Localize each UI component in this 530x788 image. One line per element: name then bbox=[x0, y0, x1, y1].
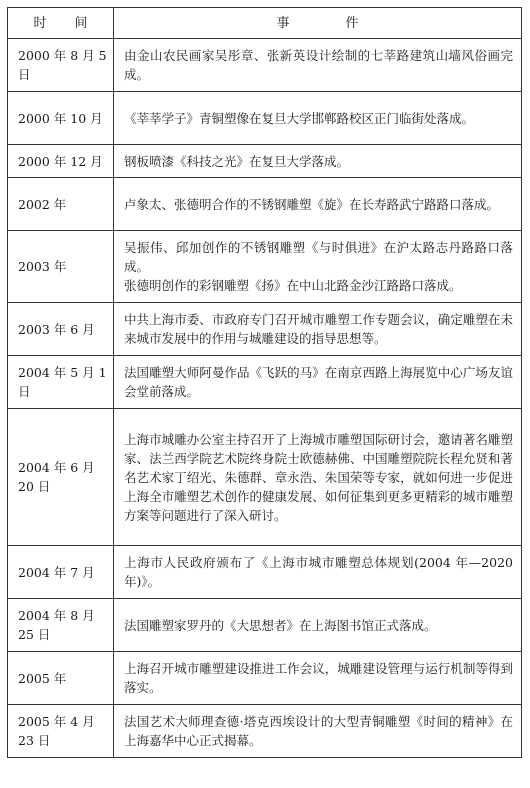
event-cell bbox=[114, 705, 522, 758]
event-text: 上海市城雕办公室主持召开了上海城市雕塑国际研讨会，邀请著名雕塑家、法兰西学院艺术院终身院士欧德赫佛、中国雕塑院院长程允贤和著名艺术家丁绍光、朱德群、章永浩、朱国荣等专家，就如何进一步促进上海全市雕塑艺术创作的健康发展、如何征集到更多更精彩的城市雕塑方案等问题进行了深入研讨。 bbox=[124, 431, 513, 523]
table-row bbox=[8, 231, 522, 303]
header-time-char-1: 时 bbox=[33, 15, 47, 31]
event-cell bbox=[114, 92, 522, 145]
event-text: 法国艺术大师理查德·塔克西埃设计的大型青铜雕塑《时间的精神》在上海嘉华中心正式揭幕。 bbox=[124, 714, 513, 748]
event-text: 上海市人民政府颁布了《上海市城市雕塑总体规划(2004 年—2020 年)》。 bbox=[124, 555, 513, 589]
table-row bbox=[8, 39, 522, 92]
event-cell bbox=[114, 356, 522, 409]
event-text: 法国雕塑大师阿曼作品《飞跃的马》在南京西路上海展览中心广场友谊会堂前落成。 bbox=[124, 365, 513, 399]
event-text: 由金山农民画家吴彤章、张新英设计绘制的七莘路建筑山墙风俗画完成。 bbox=[124, 48, 513, 82]
header-time bbox=[8, 8, 114, 39]
timeline-table bbox=[7, 7, 522, 758]
time-cell: 2003 年 bbox=[8, 231, 114, 303]
header-event bbox=[114, 8, 522, 39]
event-text: 吴振伟、邱加创作的不锈钢雕塑《与时俱进》在沪太路志丹路路口落成。 bbox=[124, 240, 513, 274]
time-cell: 2000 年 12 月 bbox=[8, 145, 114, 178]
table-row bbox=[8, 652, 522, 705]
table-row bbox=[8, 356, 522, 409]
time-cell: 2000 年 8 月 5 日 bbox=[8, 39, 114, 92]
time-cell: 2000 年 10 月 bbox=[8, 92, 114, 145]
time-cell: 2004 年 8 月 25 日 bbox=[8, 599, 114, 652]
event-text: 卢象太、张德明合作的不锈钢雕塑《旋》在长寿路武宁路路口落成。 bbox=[124, 196, 500, 212]
event-cell bbox=[114, 409, 522, 546]
table-row bbox=[8, 145, 522, 178]
table-row bbox=[8, 303, 522, 356]
table-row bbox=[8, 92, 522, 145]
time-cell: 2005 年 bbox=[8, 652, 114, 705]
table-row bbox=[8, 178, 522, 231]
event-text: 中共上海市委、市政府专门召开城市雕塑工作专题会议，确定雕塑在未来城市发展中的作用与城雕建设的指导思想等。 bbox=[124, 312, 513, 346]
table-row bbox=[8, 409, 522, 546]
header-event-char-1: 事 bbox=[276, 15, 290, 31]
time-cell: 2004 年 7 月 bbox=[8, 546, 114, 599]
time-cell: 2002 年 bbox=[8, 178, 114, 231]
time-cell: 2005 年 4 月 23 日 bbox=[8, 705, 114, 758]
table-row bbox=[8, 705, 522, 758]
header-event-char-2: 件 bbox=[345, 15, 359, 31]
table-row bbox=[8, 546, 522, 599]
event-text: 上海召开城市雕塑建设推进工作会议，城雕建设管理与运行机制等得到落实。 bbox=[124, 661, 513, 695]
event-cell bbox=[114, 178, 522, 231]
time-cell: 2003 年 6 月 bbox=[8, 303, 114, 356]
time-cell: 2004 年 6 月 20 日 bbox=[8, 409, 114, 546]
event-text: 法国雕塑家罗丹的《大思想者》在上海图书馆正式落成。 bbox=[124, 617, 437, 633]
table-row bbox=[8, 599, 522, 652]
event-cell bbox=[114, 652, 522, 705]
event-cell bbox=[114, 599, 522, 652]
event-cell bbox=[114, 39, 522, 92]
event-text: 钢板喷漆《科技之光》在复旦大学落成。 bbox=[124, 153, 350, 169]
header-row bbox=[8, 8, 522, 39]
time-cell: 2004 年 5 月 1 日 bbox=[8, 356, 114, 409]
event-cell bbox=[114, 145, 522, 178]
event-cell bbox=[114, 231, 522, 303]
event-text: 张德明创作的彩钢雕塑《扬》在中山北路金沙江路路口落成。 bbox=[124, 278, 462, 293]
event-cell bbox=[114, 303, 522, 356]
header-time-char-2: 间 bbox=[74, 15, 88, 31]
event-text: 《莘莘学子》青铜塑像在复旦大学邯郸路校区正门临街处落成。 bbox=[124, 110, 475, 126]
event-cell bbox=[114, 546, 522, 599]
